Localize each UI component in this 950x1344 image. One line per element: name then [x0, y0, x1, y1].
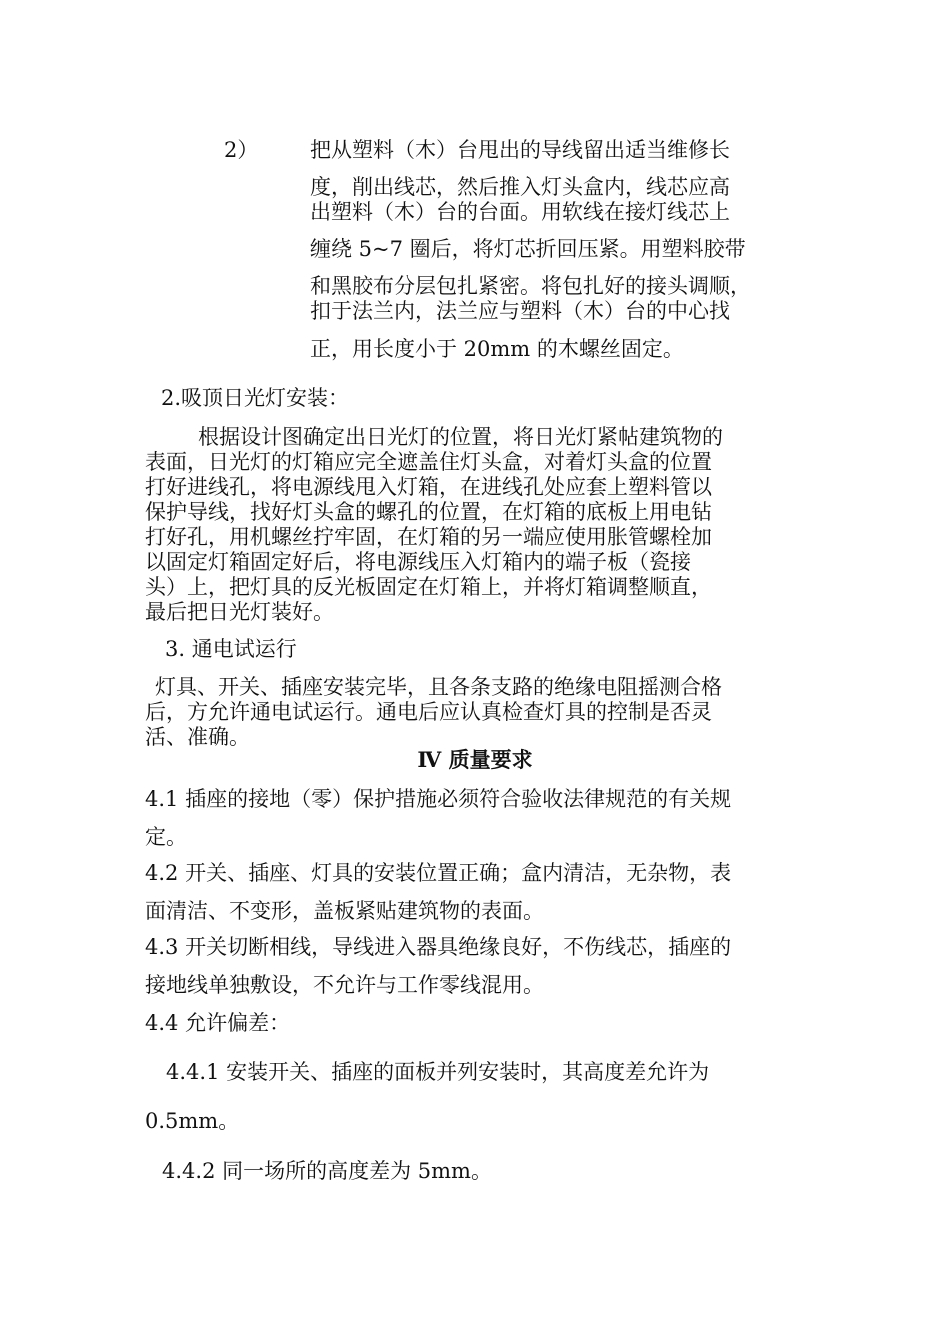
chapter-heading: Ⅳ 质量要求 — [417, 747, 533, 772]
quality-line: 4.3 开关切断相线，导线进入器具绝缘良好，不伤线芯，插座的 — [145, 935, 732, 959]
quality-line: 0.5mm。 — [145, 1109, 240, 1133]
paragraph-line: 保护导线，找好灯头盒的螺孔的位置，在灯箱的底板上用电钻 — [145, 500, 712, 524]
paragraph-line: 灯具、开关、插座安装完毕，且各条支路的绝缘电阻摇测合格 — [155, 675, 722, 699]
paragraph-line: 打好进线孔，将电源线甩入灯箱，在进线孔处应套上塑料管以 — [145, 475, 712, 499]
item2-line: 正，用长度小于 20mm 的木螺丝固定。 — [310, 337, 684, 361]
item2-line: 扣于法兰内，法兰应与塑料（木）台的中心找 — [310, 299, 730, 323]
quality-line: 接地线单独敷设，不允许与工作零线混用。 — [145, 973, 544, 997]
item2-line: 和黑胶布分层包扎紧密。将包扎好的接头调顺， — [310, 274, 751, 298]
quality-line: 4.4.1 安装开关、插座的面板并列安装时，其高度差允许为 — [166, 1060, 710, 1084]
section-title: 3. 通电试运行 — [165, 637, 297, 661]
quality-line: 定。 — [145, 825, 187, 849]
paragraph-line: 打好孔，用机螺丝拧牢固，在灯箱的另一端应使用胀管螺栓加 — [145, 525, 712, 549]
quality-line: 4.2 开关、插座、灯具的安装位置正确；盒内清洁，无杂物，表 — [145, 861, 732, 885]
item-number: 2） — [224, 138, 259, 162]
item2-line: 把从塑料（木）台甩出的导线留出适当维修长 — [310, 138, 730, 162]
section-title: 2.吸顶日光灯安装： — [161, 386, 350, 410]
paragraph-line: 后，方允许通电试运行。通电后应认真检查灯具的控制是否灵 — [145, 700, 712, 724]
quality-line: 4.4.2 同一场所的高度差为 5mm。 — [162, 1159, 492, 1183]
paragraph-line: 以固定灯箱固定好后，将电源线压入灯箱内的端子板（瓷接 — [145, 550, 691, 574]
paragraph-line: 表面，日光灯的灯箱应完全遮盖住灯头盒，对着灯头盒的位置 — [145, 450, 712, 474]
paragraph-line: 最后把日光灯装好。 — [145, 600, 334, 624]
paragraph-line: 头）上，把灯具的反光板固定在灯箱上，并将灯箱调整顺直， — [145, 575, 712, 599]
item2-line: 缠绕 5~7 圈后，将灯芯折回压紧。用塑料胶带 — [310, 237, 746, 261]
paragraph-line: 根据设计图确定出日光灯的位置，将日光灯紧帖建筑物的 — [198, 425, 723, 449]
item2-line: 度，削出线芯，然后推入灯头盒内，线芯应高 — [310, 175, 730, 199]
paragraph-line: 活、准确。 — [145, 725, 250, 749]
item2-line: 出塑料（木）台的台面。用软线在接灯线芯上 — [310, 200, 730, 224]
quality-line: 4.4 允许偏差： — [145, 1011, 291, 1035]
quality-line: 面清洁、不变形，盖板紧贴建筑物的表面。 — [145, 899, 544, 923]
quality-line: 4.1 插座的接地（零）保护措施必须符合验收法律规范的有关规 — [145, 787, 732, 811]
